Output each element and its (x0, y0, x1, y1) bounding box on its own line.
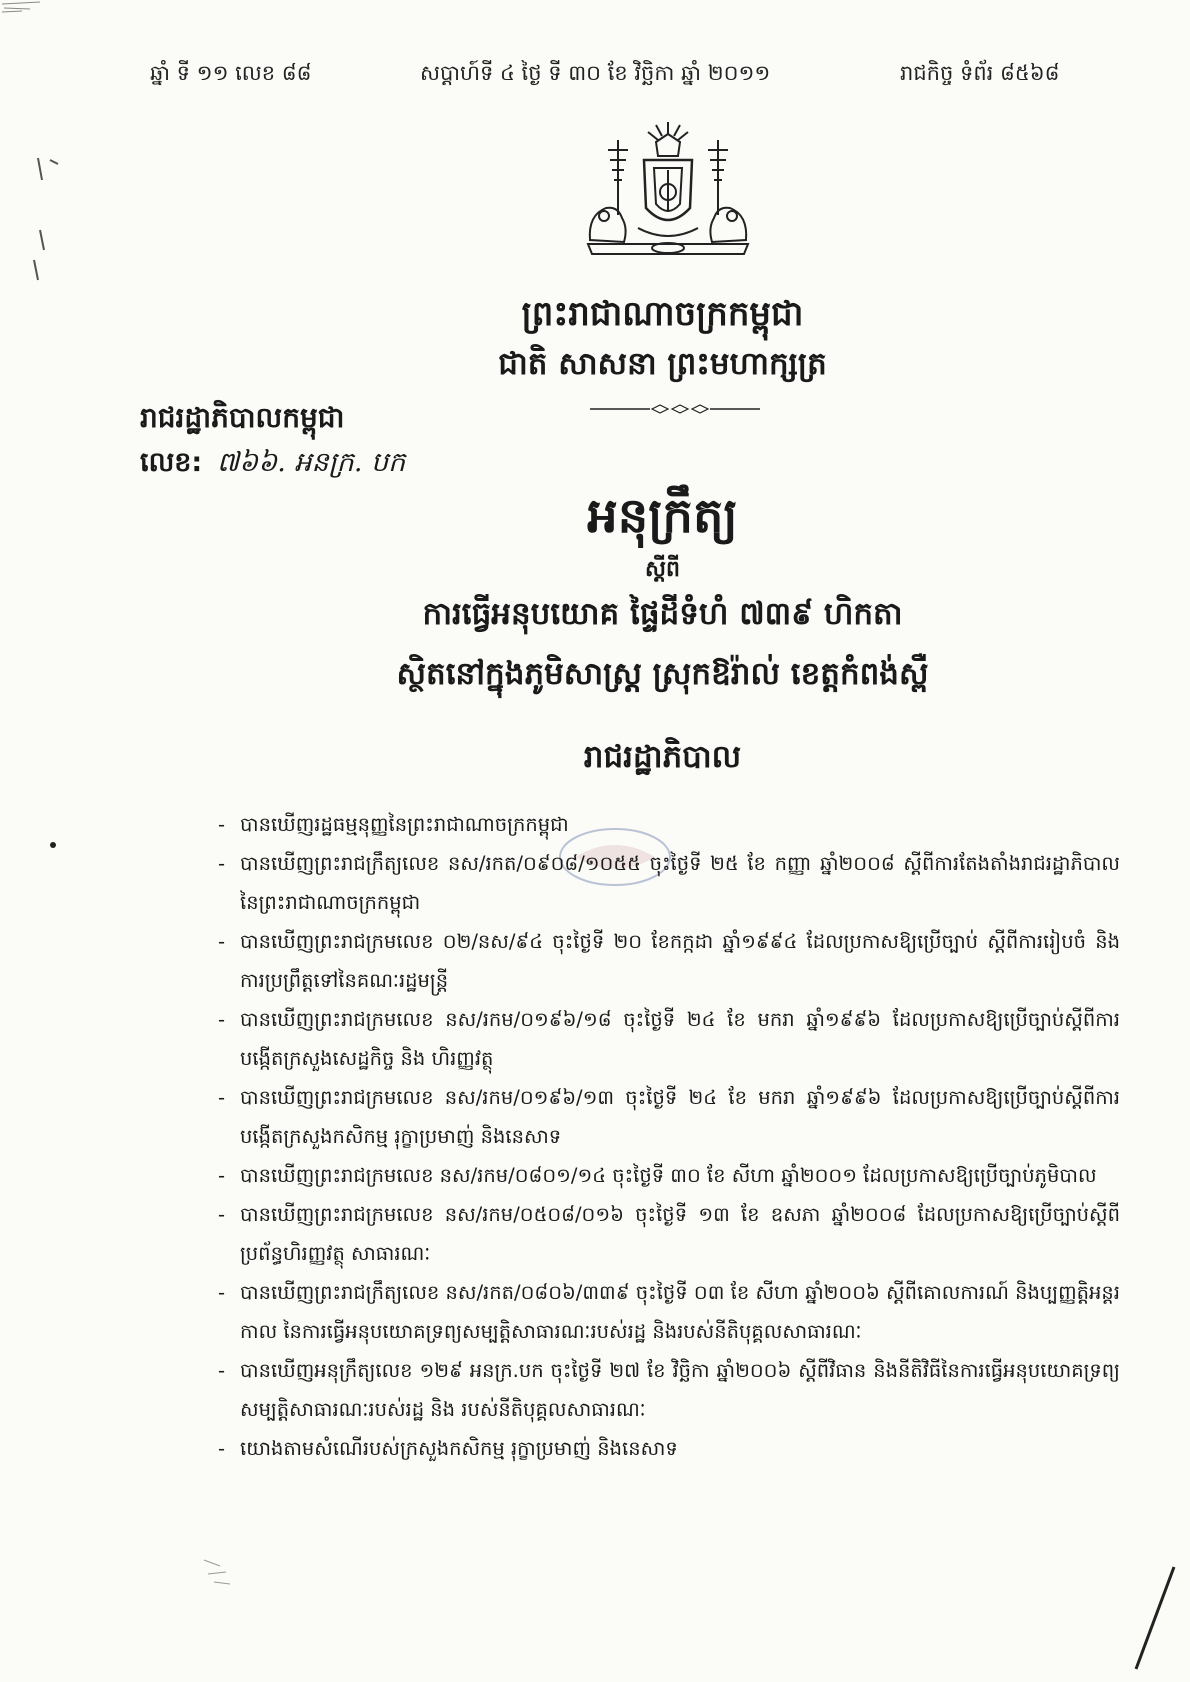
reference-number: ៧៦៦. អនក្រ. បក (216, 447, 406, 478)
preamble-item: - បានឃើញព្រះរាជក្រមលេខ នស/រកម/០៥០៨/០១៦ ចុះថ្ងៃទី ១៣ ខែ ឧសភា ឆ្នាំ២០០៨ ដែលប្រកាសឱ្យប្រើច្បាប់ស្តីពីប្រព័ន្ធហិរញ្ញវត្ថុ សាធារណៈ (240, 1195, 1120, 1273)
preamble-item: - បានឃើញព្រះរាជក្រឹត្យលេខ នស/រកត/០៨០៦/៣៣៩ ចុះថ្ងៃទី ០៣ ខែ សីហា ឆ្នាំ២០០៦ ស្តីពីគោលការណ៍ និងប្បញ្ញត្តិអន្តរកាល នៃការធ្វើអនុបយោគទ្រព្យសម្បត្តិសាធារណៈរបស់រដ្ឋ និងរបស់នីតិបុគ្គលសាធារណៈ (240, 1273, 1120, 1351)
decree-title: អនុក្រឹត្យ (587, 488, 738, 544)
bullet-dash: - (218, 1359, 226, 1382)
kingdom-name: ព្រះរាជាណាចក្រកម្ពុជា (521, 294, 804, 334)
decree-subject-line-2: ស្ថិតនៅក្នុងភូមិសាស្ត្រ ស្រុកឱរ៉ាល់ ខេត្តកំពង់ស្ពឺ (396, 656, 929, 692)
scan-artifact (48, 840, 58, 850)
preamble-item: - បានឃើញរដ្ឋធម្មនុញ្ញនៃព្រះរាជាណាចក្រកម្ពុជា (240, 805, 1120, 844)
preamble-item: - បានឃើញព្រះរាជក្រមលេខ នស/រកម/០១៩៦/១៣ ចុះថ្ងៃទី ២៤ ខែ មករា ឆ្នាំ១៩៩៦ ដែលប្រកាសឱ្យប្រើច្បាប់ស្តីពីការបង្កើតក្រសួងកសិកម្ម រុក្ខាប្រមាញ់ និងនេសាទ (240, 1078, 1120, 1156)
decree-subject-line-1: ការធ្វើអនុបយោគ ផ្ទៃដីទំហំ ៧៣៩ ហិកតា (422, 596, 903, 632)
decree-on: ស្តីពី (645, 557, 680, 582)
preamble-item: - យោងតាមសំណើរបស់ក្រសួងកសិកម្ម រុក្ខាប្រមាញ់ និងនេសាទ (240, 1429, 1120, 1468)
reference-line (140, 446, 405, 485)
gazette-issue: ឆ្នាំ ទី ១១ លេខ ៨៨ (150, 61, 312, 85)
scan-artifact (28, 150, 68, 290)
scan-artifact (200, 1550, 240, 1590)
bullet-dash: - (218, 813, 226, 836)
national-motto: ជាតិ សាសនា ព្រះមហាក្សត្រ (498, 346, 827, 382)
preamble-item: - បានឃើញព្រះរាជក្រមលេខ ០២/នស/៩៤ ចុះថ្ងៃទី ២០ ខែកក្កដា ឆ្នាំ១៩៩៤ ដែលប្រកាសឱ្យប្រើច្បាប់ ស្តីពីការរៀបចំ និង ការប្រព្រឹត្តទៅនៃគណៈរដ្ឋមន្ត្រី (240, 922, 1120, 1000)
bullet-dash: - (218, 1086, 226, 1109)
bullet-dash: - (218, 1437, 226, 1460)
issuing-authority: រាជរដ្ឋាភិបាលកម្ពុជា (140, 401, 345, 434)
reference-label: លេខ: (140, 447, 203, 478)
bullet-dash: - (218, 1164, 226, 1187)
preamble-item: - បានឃើញព្រះរាជក្រឹត្យលេខ នស/រកត/០៩០៨/១០៥៥ ចុះថ្ងៃទី ២៥ ខែ កញ្ញា ឆ្នាំ២០០៨ ស្តីពីការតែងតាំងរាជរដ្ឋាភិបាល នៃព្រះរាជាណាចក្រកម្ពុជា (240, 844, 1120, 922)
section-heading: រាជរដ្ឋាភិបាល (583, 739, 742, 775)
preamble-item: - បានឃើញអនុក្រឹត្យលេខ ១២៩ អនក្រ.បក ចុះថ្ងៃទី ២៧ ខែ វិច្ឆិកា ឆ្នាំ២០០៦ ស្តីពីវិធាន និងនីតិវិធីនៃការធ្វើអនុបយោគទ្រព្យសម្បត្តិសាធារណៈរបស់រដ្ឋ និង របស់នីតិបុគ្គលសាធារណៈ (240, 1351, 1120, 1429)
bullet-dash: - (218, 1203, 226, 1226)
gazette-date: សប្តាហ៍ទី ៤ ថ្ងៃ ទី ៣០ ខែ វិច្ឆិកា ឆ្នាំ ២០១១ (420, 61, 771, 85)
ornamental-divider (590, 404, 760, 414)
gazette-page: រាជកិច្ច ទំព័រ ៨៥៦៨ (900, 61, 1060, 85)
bullet-dash: - (218, 1281, 226, 1304)
scan-artifact (0, 0, 60, 20)
bullet-dash: - (218, 930, 226, 953)
bullet-dash: - (218, 1008, 226, 1031)
preamble-list (218, 805, 1120, 1468)
scan-artifact (1130, 1565, 1180, 1675)
royal-coat-of-arms-icon (578, 120, 758, 270)
bullet-dash: - (218, 852, 226, 875)
preamble-item: - បានឃើញព្រះរាជក្រមលេខ នស/រកម/០៨០១/១៤ ចុះថ្ងៃទី ៣០ ខែ សីហា ឆ្នាំ២០០១ ដែលប្រកាសឱ្យប្រើច្បាប់ភូមិបាល (240, 1156, 1120, 1195)
preamble-item: - បានឃើញព្រះរាជក្រមលេខ នស/រកម/០១៩៦/១៨ ចុះថ្ងៃទី ២៤ ខែ មករា ឆ្នាំ១៩៩៦ ដែលប្រកាសឱ្យប្រើច្បាប់ស្តីពីការបង្កើតក្រសួងសេដ្ឋកិច្ច និង ហិរញ្ញវត្ថុ (240, 1000, 1120, 1078)
